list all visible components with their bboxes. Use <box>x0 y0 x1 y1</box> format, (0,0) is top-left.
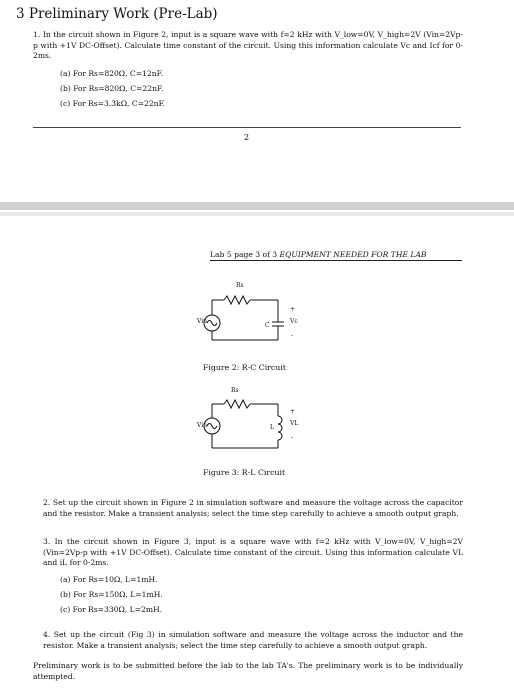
page-gap <box>0 202 514 210</box>
header-page-label: Lab 5 page 3 of 3 <box>210 250 278 259</box>
fig2-source-label: Vin <box>197 318 208 325</box>
fig3-output-label: VL <box>290 420 299 427</box>
q1-item-b: (b) For Rs=820Ω, C=22nF. <box>60 84 164 93</box>
fig2-output-label: Vc <box>290 318 298 325</box>
section-title: 3 Preliminary Work (Pre-Lab) <box>16 6 218 22</box>
q1-item-c: (c) For Rs=3.3kΩ, C=22nF. <box>60 99 166 108</box>
question-4-text: 4. Set up the circuit (Fig 3) in simulation software and measure the voltage across the inductor and the resistor. Make a transient analysis; select the time step carefully to achieve a smooth output graph. <box>43 630 463 650</box>
q3-item-c: (c) For Rs=330Ω, L=2mH. <box>60 605 163 614</box>
fig3-plus-label: + <box>290 408 296 415</box>
page-header <box>210 250 427 259</box>
fig3-source-label: Vin <box>197 422 208 429</box>
fig3-resistor-label: Rs <box>231 387 239 394</box>
page-divider-line <box>33 127 461 128</box>
fig2-capacitor-label: C <box>265 322 270 329</box>
fig2-plus-label: + <box>290 306 296 313</box>
header-underline <box>210 260 462 261</box>
question-2-text: 2. Set up the circuit shown in Figure 2 in simulation software and measure the voltage across the capacitor and the resistor. Make a transient analysis; select the time step carefully to achieve a smooth output graph. <box>43 498 463 518</box>
page-number: 2 <box>244 133 250 142</box>
rc-circuit-diagram <box>180 278 320 348</box>
fig2-resistor-label: Rs <box>236 282 244 289</box>
fig2-minus-label: - <box>291 332 294 339</box>
fig3-minus-label: - <box>291 434 294 441</box>
fig3-inductor-label: L <box>270 424 274 431</box>
header-section-title: EQUIPMENT NEEDED FOR THE LAB <box>279 250 427 259</box>
q3-item-a: (a) For Rs=10Ω, L=1mH. <box>60 575 158 584</box>
question-3-text: 3. In the circuit shown in Figure 3, input is a square wave with f=2 kHz with V_low=0V, V_high=2V (Vin=2Vp-p with +1V DC-Offset). Calculate time constant of the circuit. Using this information calculate VL and iL for 0-2ms. <box>43 537 463 567</box>
figure-2-caption: Figure 2: R-C Circuit <box>203 363 286 372</box>
question-1-text: 1. In the circuit shown in Figure 2, input is a square wave with f=2 kHz with V_low=0V, V_high=2V (Vin=2Vp-p with +1V DC-Offset). Calculate time constant of the circuit. Using this information calculate Vc and Icf for 0-2ms. <box>33 30 463 60</box>
page-gap-shadow <box>0 212 514 216</box>
q3-item-b: (b) For Rs=150Ω, L=1mH. <box>60 590 163 599</box>
footer-note: Preliminary work is to be submitted before the lab to the lab TA's. The preliminary work is to be individually attempted. <box>33 661 463 681</box>
q1-item-a: (a) For Rs=820Ω, C=12nF. <box>60 69 164 78</box>
figure-3-caption: Figure 3: R-L Circuit <box>203 468 286 477</box>
